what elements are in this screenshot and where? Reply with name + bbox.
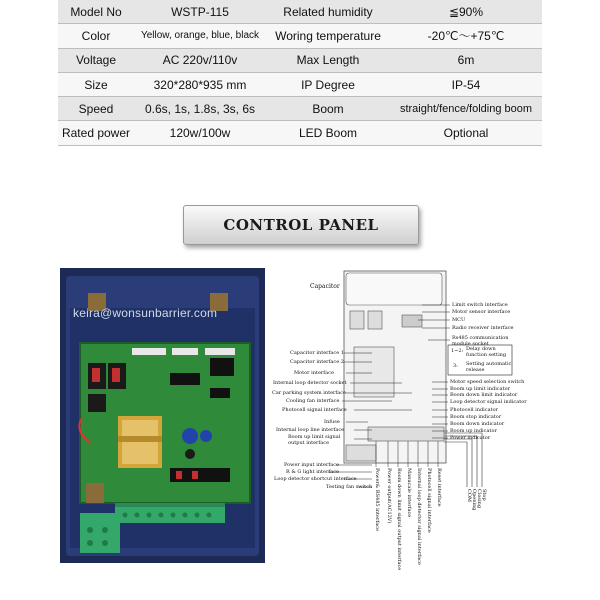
spec-value: WSTP-115 [134,0,266,24]
spec-label: LED Boom [266,121,390,145]
dip-setting-text: Delay down [466,346,496,352]
capacitor-label: Capacitor [310,283,340,290]
diagram-label: Loop detector signal indicator [450,399,527,405]
spec-value: 0.6s, 1s, 1.8s, 3s, 6s [134,97,266,121]
diagram-label: Loop detector shortcut interface [274,476,357,482]
dip-setting-text: function setting [466,352,507,358]
button-label: Closing [476,489,482,509]
control-panel-banner [183,205,419,245]
banner-title: CONTROL PANEL [223,216,379,234]
spec-value: straight/fence/folding boom [390,97,542,121]
diagram-label: Boom up indicator [450,428,497,434]
diagram-label: Internal loop line interface [276,427,345,433]
diagram-label: Internal loop detector signal interface [416,468,422,565]
spec-label: IP Degree [266,72,390,96]
table-row [58,24,542,48]
diagram-label: Rs485 communication [452,335,509,341]
spec-value: IP-54 [390,72,542,96]
spec-value: AC 220v/110v [134,48,266,72]
diagram-label: Capacitor interface 1 [290,350,344,356]
spec-label: Max Length [266,48,390,72]
diagram-label: Capacitor interface 2 [290,359,344,365]
spec-label: Rated power [58,121,134,145]
wiring-diagram [272,267,527,571]
dip-setting-num: 1~2: [451,348,464,354]
diagram-label: Power input interface [284,462,339,468]
table-row [58,48,542,72]
diagram-label: Power& RS485 interface [374,468,380,531]
diagram-label: Radio receiver interface [452,325,514,331]
diagram-label: Boom up limit signal [288,434,341,440]
spec-value: Optional [390,121,542,145]
table-row [58,72,542,96]
table-row [58,97,542,121]
dip-setting-num: 3: [453,363,458,369]
spec-label: Related humidity [266,0,390,24]
spec-label: Model No [58,0,134,24]
diagram-label: Boom down limit signal output interface [396,468,402,571]
spec-value: Yellow, orange, blue, black [134,24,266,48]
diagram-label: Car parking system interface [272,390,347,396]
diagram-label: Boom down limit indicator [450,392,518,398]
button-label: COM [466,489,472,503]
diagram-label: Infuse [324,419,340,425]
spec-value: 120w/100w [134,121,266,145]
dip-setting-text: Setting automatic [466,361,512,367]
diagram-label: Motor speed selection switch [450,379,525,385]
diagram-label: Testing fan switch [326,484,373,490]
table-row [58,121,542,145]
diagram-label: MCU [452,317,466,323]
spec-label: Size [58,72,134,96]
diagram-label: Reset interface [436,468,442,507]
dip-setting-text: release [466,367,485,373]
diagram-label: Manucale interface [406,468,412,518]
diagram-label: module socket [452,341,489,347]
diagram-label: Power output(AC12V) [386,468,392,524]
email-watermark: keira@wonsunbarrier.com [73,306,218,320]
spec-value: 6m [390,48,542,72]
spec-label: Voltage [58,48,134,72]
button-label: Stop [481,489,487,501]
table-row [58,0,542,24]
diagram-label: Motor interface [294,370,334,376]
spec-label: Color [58,24,134,48]
spec-value: -20℃～+75℃ [390,24,542,48]
spec-label: Woring temperature [266,24,390,48]
spec-table [58,0,542,146]
diagram-label: R & G light interface [286,469,339,475]
diagram-label: Photocell signal interface [426,468,432,533]
diagram-label: Photocell indicator [450,407,498,413]
diagram-label: Power indicator [450,435,491,441]
diagram-label: Boom stop indicator [450,414,502,420]
spec-value: ≦90% [390,0,542,24]
diagram-label: Boom up limit indicator [450,386,510,392]
diagram-label: output interface [288,440,330,446]
spec-label: Boom [266,97,390,121]
button-label: Opening [471,489,477,511]
spec-label: Speed [58,97,134,121]
diagram-label: Cooling fan interface [286,398,340,404]
diagram-label: Limit switch interface [452,302,508,308]
spec-value: 320*280*935 mm [134,72,266,96]
diagram-label: Motor sensor interface [452,309,511,315]
diagram-label: Internal loop detector socket [273,380,347,386]
diagram-label: Boom down indicator [450,421,505,427]
diagram-label: Photocell signal interface [282,407,347,413]
